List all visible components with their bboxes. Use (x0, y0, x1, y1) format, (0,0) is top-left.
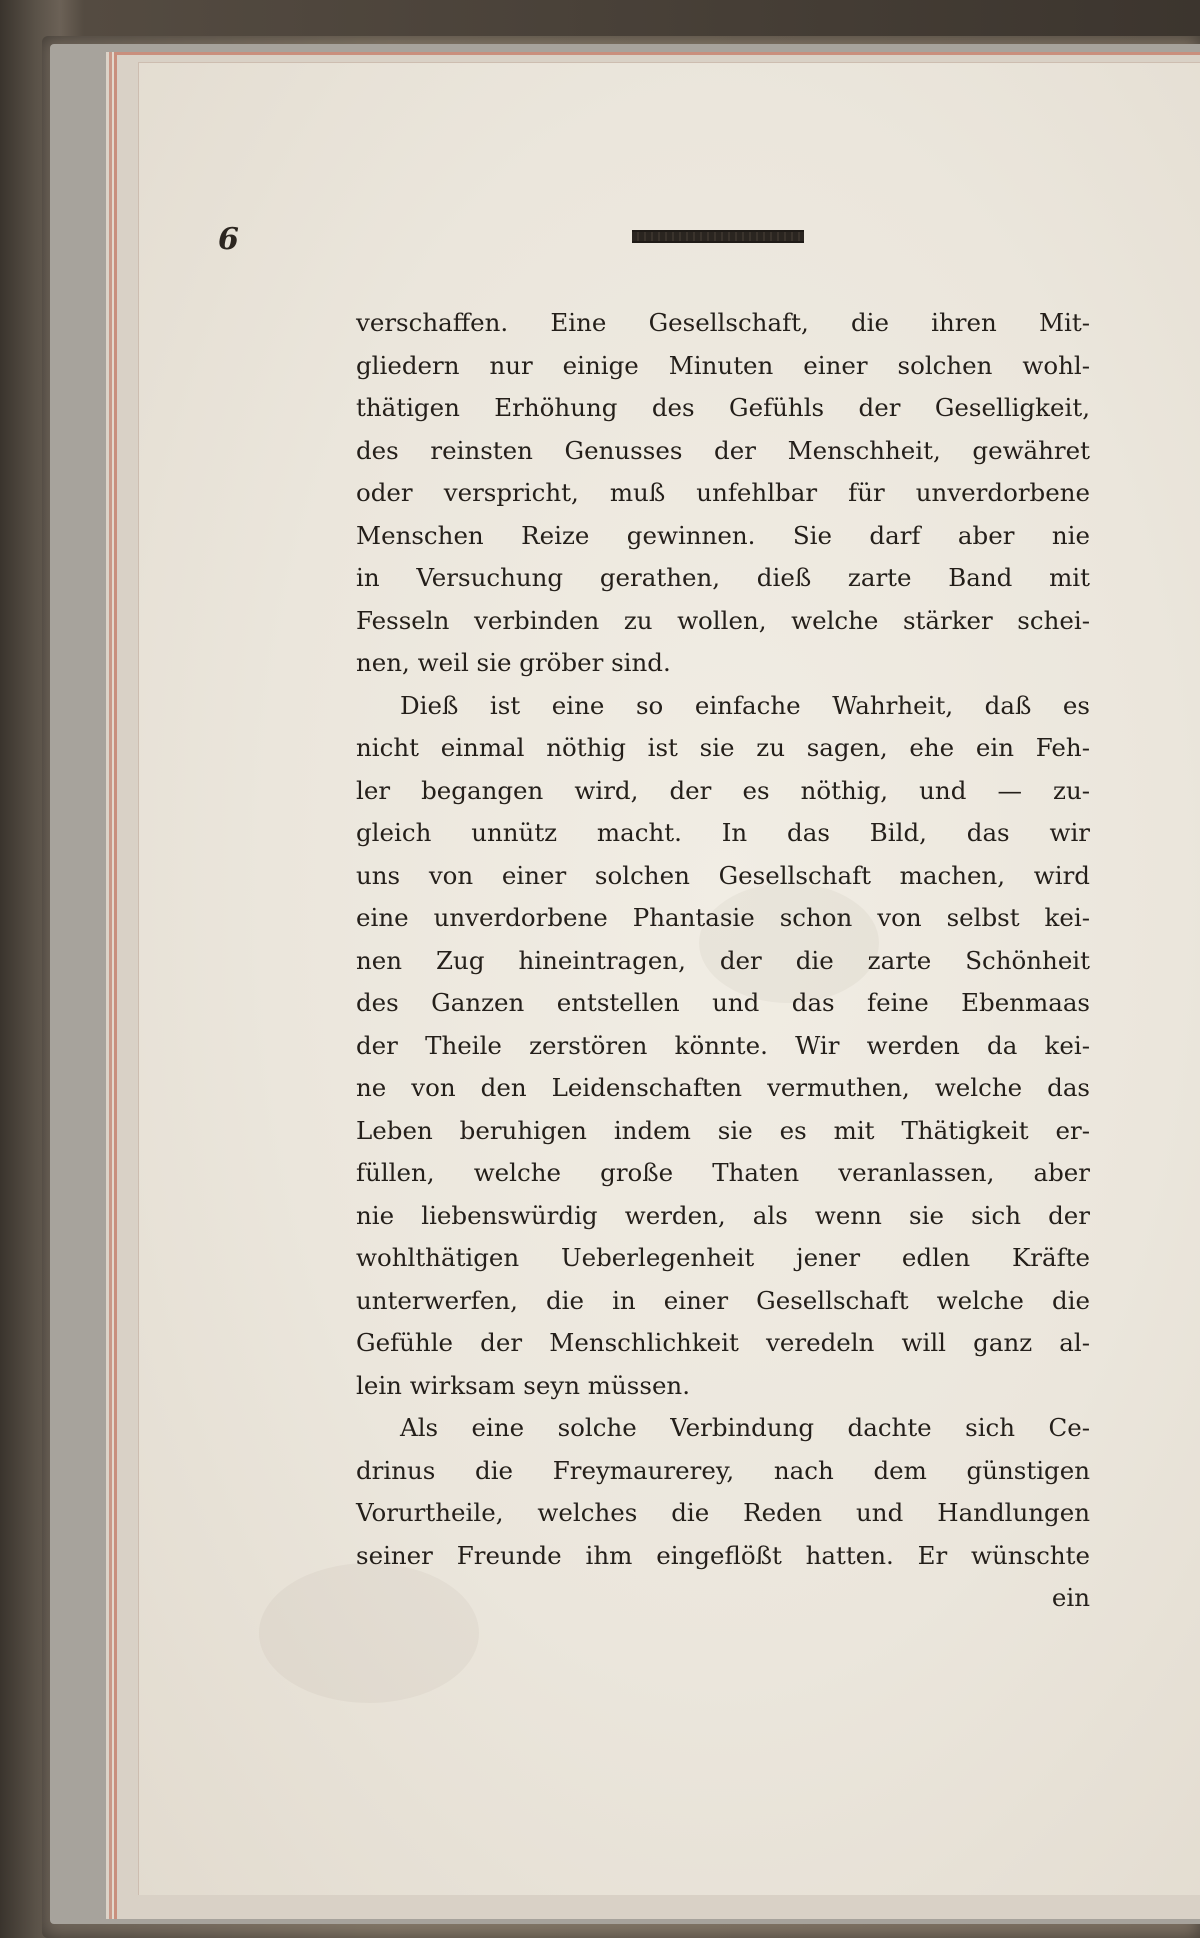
text-line: ler begangen wird, der es nöthig, und — zu- (356, 775, 1090, 805)
text-line: eine unverdorbene Phantasie schon von selbst kei- (356, 903, 1090, 932)
catchword: ein (1051, 1583, 1090, 1612)
text-line: Gefühle der Menschlichkeit veredeln will ganz al- (356, 1328, 1090, 1357)
text-line: nen Zug hineintragen, der die zarte Schönheit (356, 945, 1090, 975)
text-line: der Theile zerstören könnte. Wir werden da kei- (356, 1030, 1090, 1060)
text-line: drinus die Freymaurerey, nach dem günstigen (356, 1455, 1090, 1485)
text-line: in Versuchung gerathen, dieß zarte Band mit (356, 563, 1090, 592)
text-line: des reinsten Genusses der Menschheit, gewähret (356, 435, 1090, 465)
text-line: Vorurtheile, welches die Reden und Handlungen (356, 1498, 1090, 1527)
text-line: nicht einmal nöthig ist sie zu sagen, ehe ein Feh- (356, 733, 1090, 762)
text-line: nie liebenswürdig werden, als wenn sie sich der (356, 1200, 1090, 1230)
text-line: oder verspricht, muß unfehlbar für unverdorbene (356, 478, 1090, 507)
text-line: gleich unnütz macht. In das Bild, das wir (356, 818, 1090, 847)
text-line: nen, weil sie gröber sind. (356, 648, 671, 677)
text-line: seiner Freunde ihm eingeflößt hatten. Er wünschte (356, 1540, 1090, 1570)
body-text (356, 302, 1090, 1620)
text-line: ne von den Leidenschaften vermuthen, welche das (356, 1073, 1090, 1102)
text-line: füllen, welche große Thaten veranlassen, aber (356, 1158, 1090, 1187)
text-line: thätigen Erhöhung des Gefühls der Geselligkeit, (356, 393, 1090, 422)
text-line: Leben beruhigen indem sie es mit Thätigkeit er- (356, 1115, 1090, 1145)
header-ornament-rule (632, 230, 804, 243)
text-line: verschaffen. Eine Gesellschaft, die ihren Mit- (356, 308, 1090, 337)
text-line: unterwerfen, die in einer Gesellschaft welche die (356, 1285, 1090, 1315)
text-line: Fesseln verbinden zu wollen, welche stärker schei- (356, 605, 1090, 635)
text-line: gliedern nur einige Minuten einer solchen wohl- (356, 350, 1090, 380)
text-line: des Ganzen entstellen und das feine Ebenmaas (356, 988, 1090, 1017)
paragraph-start-line: Als eine solche Verbindung dachte sich Ce- (400, 1413, 1090, 1442)
paragraph-start-line: Dieß ist eine so einfache Wahrheit, daß es (400, 690, 1090, 720)
text-line: wohlthätigen Ueberlegenheit jener edlen Kräfte (356, 1243, 1090, 1272)
page-number: 6 (218, 222, 239, 257)
text-line: uns von einer solchen Gesellschaft machen, wird (356, 860, 1090, 890)
text-line: Menschen Reize gewinnen. Sie darf aber nie (356, 520, 1090, 550)
text-line: lein wirksam seyn müssen. (356, 1370, 691, 1400)
